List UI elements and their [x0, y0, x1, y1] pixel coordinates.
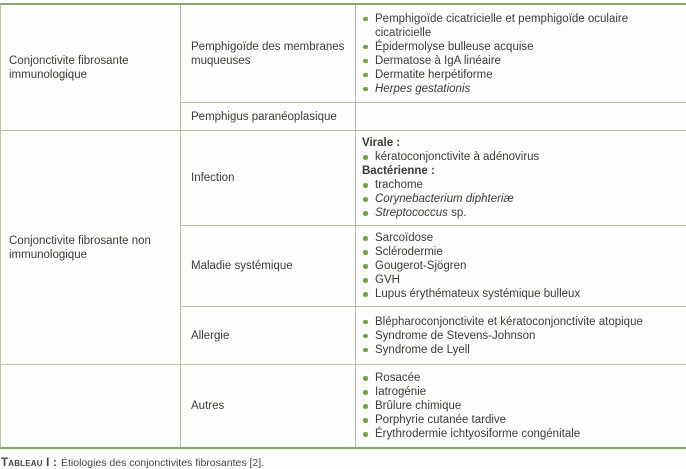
subcategory-cell-autres: Autres	[181, 365, 356, 449]
list-item-text: Syndrome de Lyell	[375, 344, 470, 356]
subcategory-cell-infection: Infection	[181, 131, 356, 226]
list-item	[362, 40, 678, 54]
table-row	[1, 365, 686, 449]
detail-cell	[356, 307, 686, 365]
list-item	[362, 259, 678, 273]
list-item-text: Lupus érythémateux systémique bulleux	[375, 288, 580, 300]
list-item	[362, 206, 678, 220]
list-item-text: Dermatite herpétiforme	[375, 69, 493, 81]
list-item	[362, 273, 678, 287]
category-cell-empty	[1, 365, 181, 449]
list-item-text: GVH	[375, 274, 400, 286]
subcategory-cell-maladie-systemique: Maladie systémique	[181, 226, 356, 307]
bacterial-heading: Bactérienne :	[362, 164, 678, 178]
detail-cell	[356, 226, 686, 307]
bullet-icon	[363, 292, 368, 297]
bullet-icon	[363, 348, 368, 353]
list-item	[362, 231, 678, 245]
bullet-icon	[363, 334, 368, 339]
list-item	[362, 329, 678, 343]
list-item-text: kératoconjonctivite à adénovirus	[375, 151, 539, 163]
category-cell-immunologic: Conjonctivite fibrosante immunologique	[1, 4, 181, 131]
list-item	[362, 371, 678, 385]
list-item-text: Corynebacterium diphteriæ	[375, 193, 514, 205]
bullet-icon	[363, 418, 368, 423]
list-item-text: Érythrodermie ichtyosiforme congénitale	[375, 428, 580, 440]
detail-cell-empty	[356, 103, 686, 131]
bullet-icon	[363, 320, 368, 325]
list-item-text: Blépharoconjonctivite et kératoconjonctivite atopique	[375, 316, 643, 328]
list-item-text: trachome	[375, 179, 423, 191]
list-item	[362, 413, 678, 427]
list-item	[362, 343, 678, 357]
table-row	[1, 131, 686, 226]
list-item	[362, 82, 678, 96]
list-item	[362, 68, 678, 82]
list-item	[362, 245, 678, 259]
etiology-list	[362, 315, 678, 357]
bullet-icon	[363, 264, 368, 269]
bullet-icon	[363, 404, 368, 409]
bullet-icon	[363, 59, 368, 64]
list-item-text: Syndrome de Stevens-Johnson	[375, 330, 535, 342]
list-item	[362, 192, 678, 206]
list-item-text: Herpes gestationis	[375, 83, 470, 95]
bullet-icon	[363, 376, 368, 381]
table-row	[1, 4, 686, 103]
bullet-icon	[363, 432, 368, 437]
bullet-icon	[363, 155, 368, 160]
list-item-text: Gougerot-Sjögren	[375, 260, 466, 272]
bullet-icon	[363, 87, 368, 92]
list-item-text: Sarcoïdose	[375, 232, 433, 244]
etiology-list	[362, 371, 678, 441]
etiology-list	[362, 150, 678, 164]
list-item	[362, 287, 678, 301]
detail-cell	[356, 365, 686, 449]
list-item-text-italic: Streptococcus	[375, 207, 448, 219]
bullet-icon	[363, 183, 368, 188]
list-item-text: sp.	[448, 207, 467, 219]
etiology-list	[362, 12, 678, 96]
list-item	[362, 54, 678, 68]
bullet-icon	[363, 250, 368, 255]
etiology-list	[362, 178, 678, 220]
list-item-text: Épidermolyse bulleuse acquise	[375, 41, 534, 53]
table-caption	[1, 457, 686, 469]
list-item	[362, 178, 678, 192]
subcategory-cell-allergie: Allergie	[181, 307, 356, 365]
subcategory-cell-pemphigus: Pemphigus paranéoplasique	[181, 103, 356, 131]
bullet-icon	[363, 17, 368, 22]
bullet-icon	[363, 197, 368, 202]
list-item	[362, 150, 678, 164]
detail-cell	[356, 131, 686, 226]
list-item	[362, 315, 678, 329]
detail-cell	[356, 4, 686, 103]
list-item	[362, 399, 678, 413]
list-item	[362, 427, 678, 441]
list-item-text: Pemphigoïde cicatricielle et pemphigoïde oculaire cicatricielle	[375, 13, 628, 39]
bullet-icon	[363, 236, 368, 241]
subcategory-cell-pemphigoide: Pemphigoïde des membranes muqueuses	[181, 4, 356, 103]
list-item-text: Iatrogénie	[375, 386, 426, 398]
etiology-list	[362, 231, 678, 301]
list-item-text: Brûlure chimique	[375, 400, 461, 412]
list-item-text: Rosacée	[375, 372, 420, 384]
list-item-text: Dermatose à IgA linéaire	[375, 55, 501, 67]
list-item	[362, 12, 678, 40]
caption-label: Tableau I :	[1, 457, 57, 469]
etiology-table	[0, 3, 686, 449]
viral-heading: Virale :	[362, 136, 678, 150]
caption-text: Étiologies des conjonctivites fibrosantes [2].	[61, 457, 264, 469]
bullet-icon	[363, 278, 368, 283]
bullet-icon	[363, 45, 368, 50]
bullet-icon	[363, 211, 368, 216]
bullet-icon	[363, 390, 368, 395]
category-cell-non-immunologic: Conjonctivite fibrosante non immunologique	[1, 131, 181, 365]
list-item	[362, 385, 678, 399]
bullet-icon	[363, 73, 368, 78]
list-item-text: Porphyrie cutanée tardive	[375, 414, 506, 426]
list-item-text: Sclérodermie	[375, 246, 443, 258]
